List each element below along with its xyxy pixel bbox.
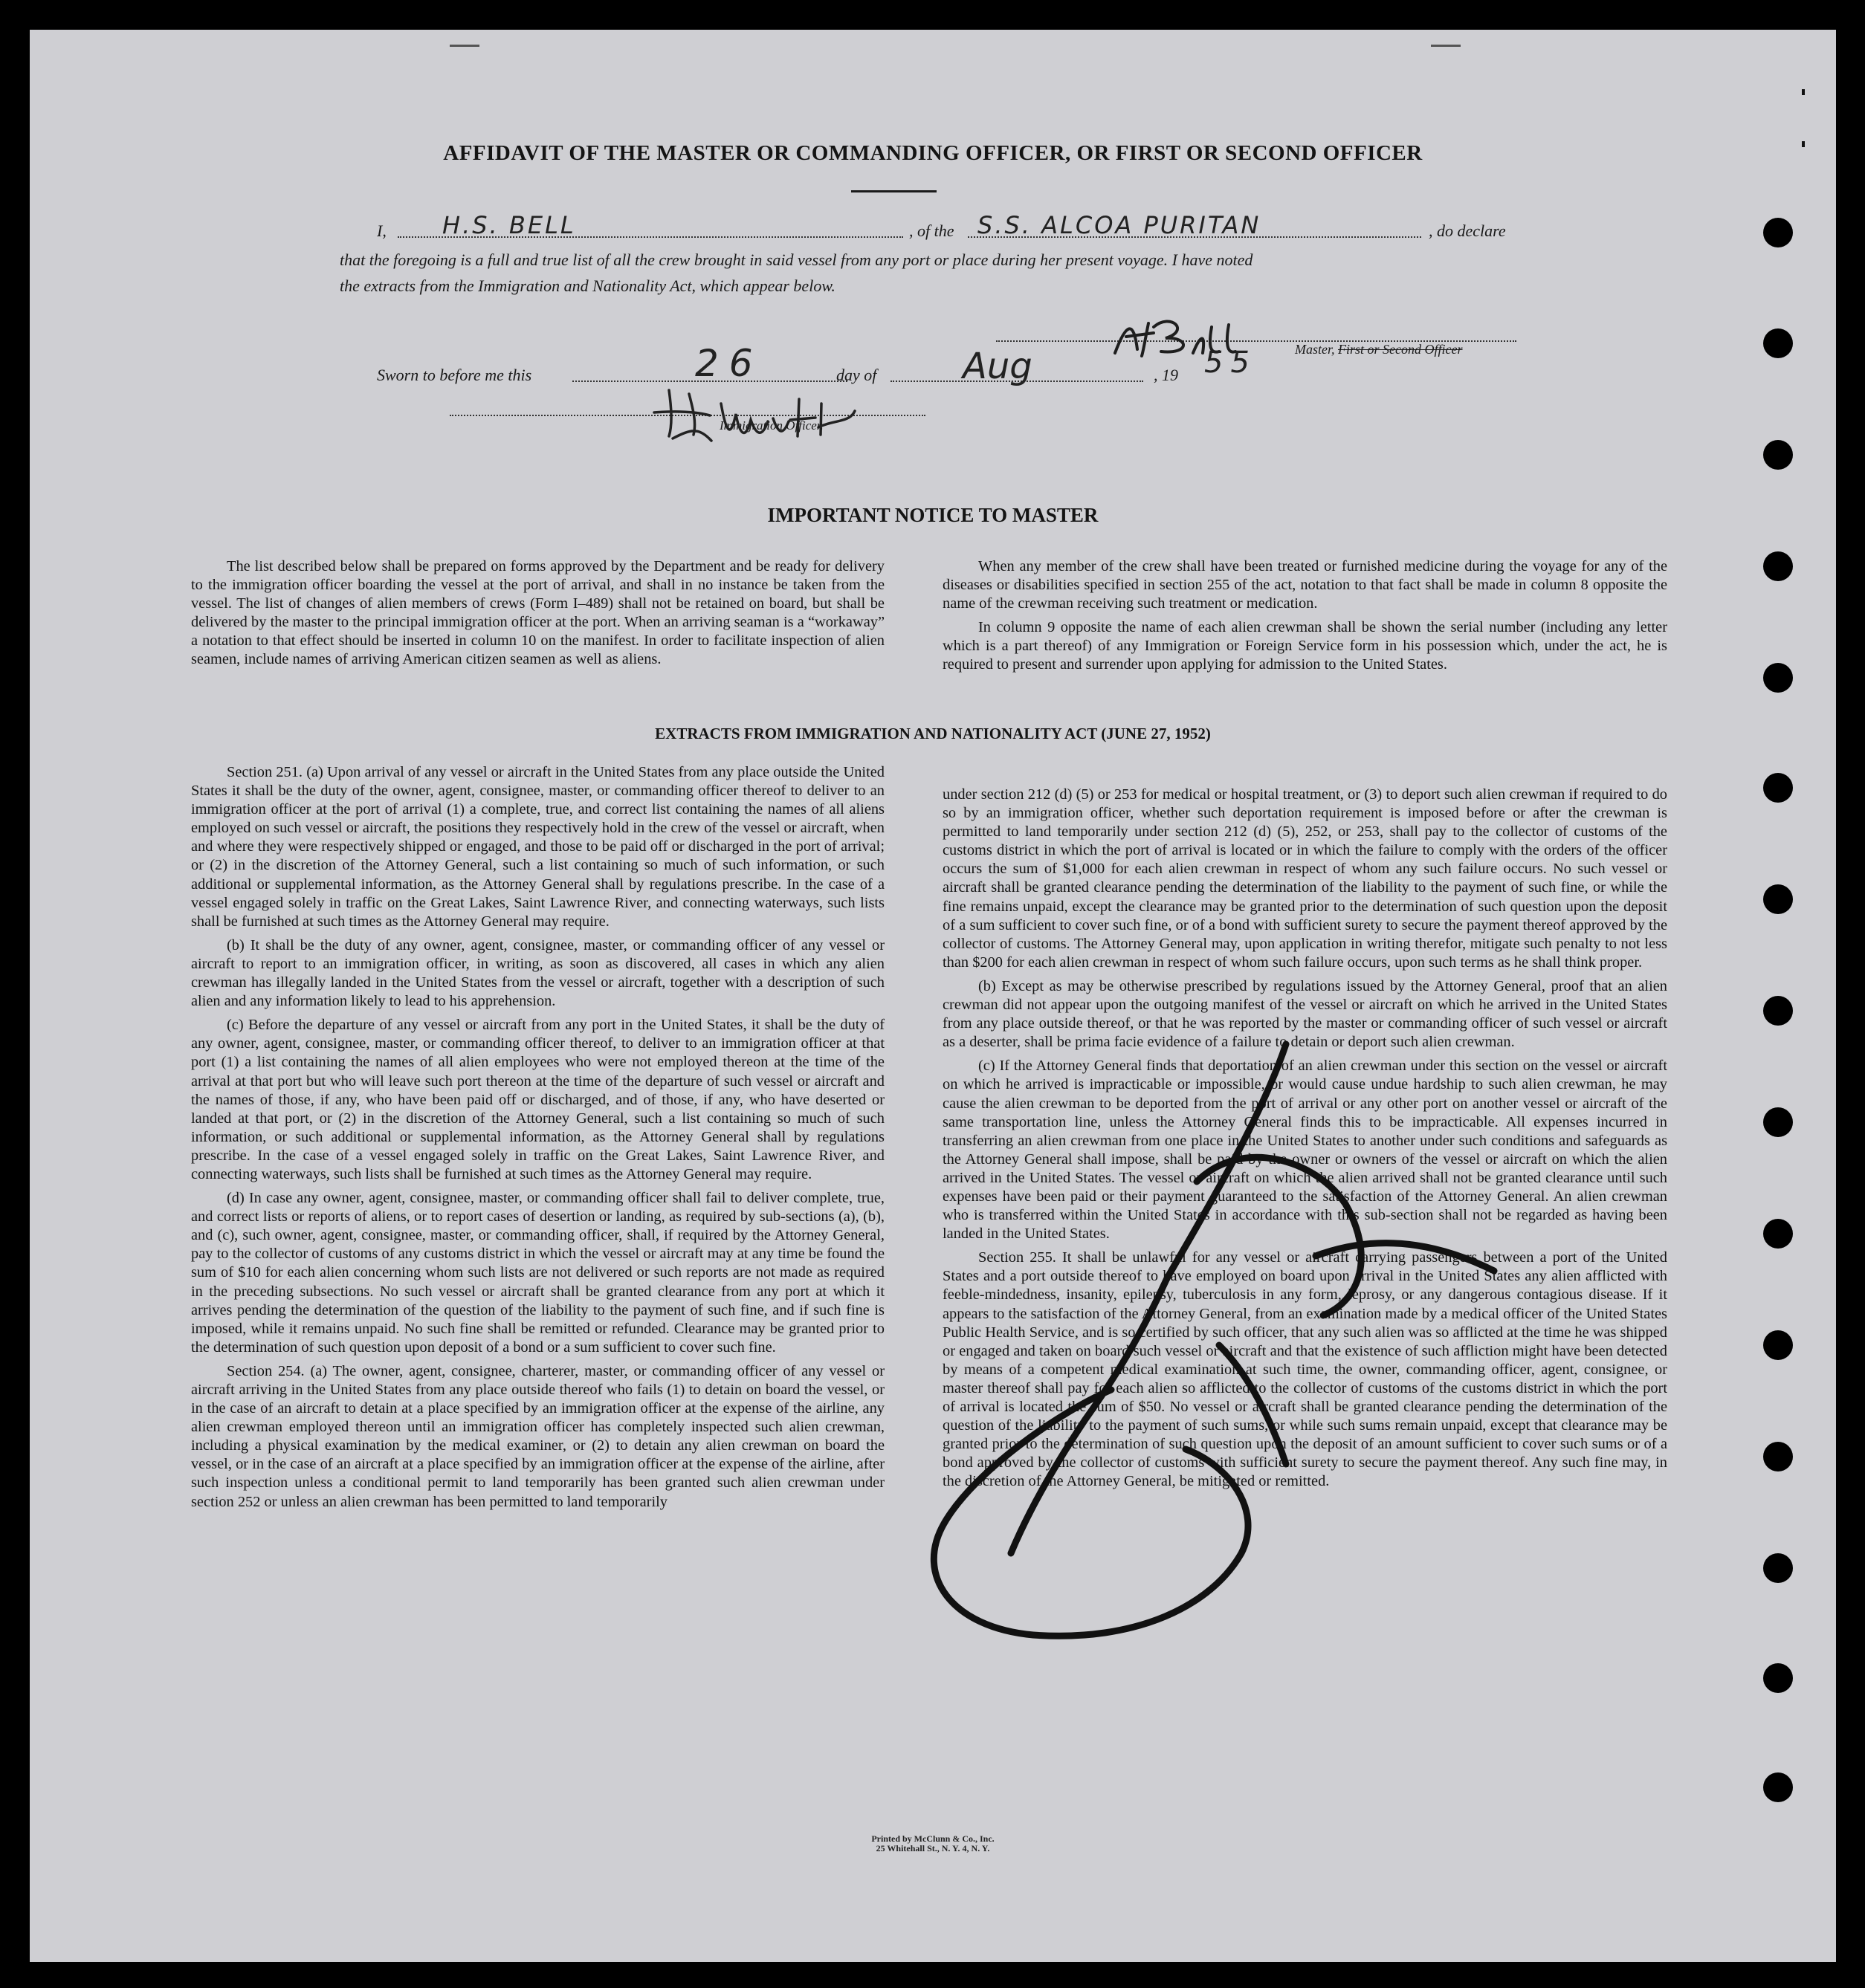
extracts-title: EXTRACTS FROM IMMIGRATION AND NATIONALITY ACT (JUNE 27, 1952) <box>655 725 1211 742</box>
declaration-of-the: , of the <box>909 221 954 240</box>
section-254-a: Section 254. (a) The owner, agent, consignee, charterer, master, or commanding officer of any vessel or aircraft arriving in the United States from any place outside thereof who fails (1) to detain on board the vessel, or in the case of an aircraft to detain at a place specified by an immigration officer at the expense of the airline, any alien crewman employed thereon until an immigration officer has completely inspected such alien crewman, including a physical examination by the medical examiner, or (2) to detain any alien crewman on board the vessel, or in the case of an aircraft at a place specified by an immigration officer at the expense of the airline, after such inspection unless a conditional permit to land temporarily has been granted such alien crewman under section 252 or unless an alien crewman has been permitted to land temporarily <box>191 1362 885 1510</box>
declaration-line-2: that the foregoing is a full and true list of all the crew brought in said vessel from any port or place during her present voyage. I have noted <box>340 250 1253 269</box>
year-prefix: , 19 <box>1154 366 1178 384</box>
sworn-day: 26 <box>695 342 763 385</box>
section-254-a-continued: under section 212 (d) (5) or 253 for medical or hospital treatment, or (3) to deport such alien crewman if required to do so by an immigration officer, whether such deportation requirement is imposed before or after the crewman is permitted to land temporarily under section 212 (d) (5), 252, or 253, shall pay to the collector of customs of the customs district in which the port of arrival is located or in which the failure to comply with the orders of the officer occurs the sum of $1,000 for each alien crewman in respect of whom any such failure occurs. No such vessel or aircraft shall be granted clearance pending the determination of the liability to the payment of such fine, or while the fine remains unpaid, except the clearance may be granted prior to the determination of such question upon the deposit of a sum sufficient to cover such fine, or of a bond with sufficient surety to secure the payment thereof approved by the collector of customs. The Attorney General may, upon application in writing therefor, mitigate such penalty to not less than $200 for each alien crewman in respect of whom such failure occurs, upon such terms as he shall think proper. <box>943 786 1667 971</box>
document-page <box>30 30 1836 1962</box>
ink-speck <box>1802 89 1805 95</box>
section-251-b: (b) It shall be the duty of any owner, agent, consignee, master, or commanding officer of any vessel or aircraft to report to an immigration officer, in writing, as soon as discovered, all cases in which any alien crewman has illegally landed in the United States from the vessel or aircraft, together with a description of such alien and any information likely to lead to his apprehension. <box>191 936 885 1010</box>
punch-hole <box>1763 1553 1793 1583</box>
printer-imprint <box>30 1834 1836 1853</box>
declaration-do-declare: , do declare <box>1429 221 1506 240</box>
punch-hole <box>1763 884 1793 914</box>
notice-right-column <box>943 557 1667 680</box>
affidavit-title: AFFIDAVIT OF THE MASTER OR COMMANDING OFFICER, OR FIRST OR SECOND OFFICER <box>443 141 1423 165</box>
master-title <box>1295 342 1462 357</box>
punch-hole <box>1763 1772 1793 1802</box>
vessel-name: S.S. ALCOA PURITAN <box>977 211 1261 239</box>
master-signature <box>1108 308 1286 364</box>
punch-hole <box>1763 1663 1793 1693</box>
master-label: Master, <box>1295 342 1338 357</box>
notice-title: IMPORTANT NOTICE TO MASTER <box>767 504 1099 526</box>
struck-officer-label: First or Second Officer <box>1338 342 1463 357</box>
extracts-left-column <box>191 763 885 1517</box>
section-251-a: Section 251. (a) Upon arrival of any vessel or aircraft in the United States from any place outside the United States it shall be the duty of the owner, agent, consignee, master, or commanding officer thereof to deliver to an immigration officer at the port of arrival (1) a complete, true, and correct list containing the names of all aliens employed on such vessel or aircraft, the positions they respectively hold in the crew of the vessel or aircraft, when and where they were respectively shipped or engaged, and those to be paid off or discharged in the port of arrival; or (2) in the discretion of the Attorney General, such a list containing so much of such information, or such additional or supplemental information, as the Attorney General shall by regulations prescribe. In the case of a vessel engaged solely in traffic on the Great Lakes, Saint Lawrence River, and connecting waterways, such lists shall be furnished at such times as the Attorney General may require. <box>191 764 885 930</box>
punch-hole <box>1763 1442 1793 1471</box>
section-254-c: (c) If the Attorney General finds that deportation of an alien crewman under this section on the vessel or aircraft on which he arrived is impracticable or impossible, or would cause undue hardship to such alien crewman, he may cause the alien crewman to be deported from the port of arrival or any other port on another vessel or aircraft of the same transportation line, unless the Attorney General finds this to be impracticable. All expenses incurred in transferring an alien crewman from one place in the United States to another under such conditions and safeguards as the Attorney General shall impose, shall be paid by the owner or owners of the vessel or aircraft on which the alien arrived in the United States. The vessel or aircraft on which the alien arrived shall not be granted clearance until such expenses have been paid or their payment guaranteed to the satisfaction of the Attorney General. An alien crewman who is transferred within the United States in accordance with this sub-section shall not be regarded as having been landed in the United States. <box>943 1058 1667 1243</box>
title-divider <box>851 190 937 192</box>
notice-paragraph: The list described below shall be prepared on forms approved by the Department and be ready for delivery to the immigration officer boarding the vessel at the port of arrival, and shall in no instance be taken from the vessel. The list of changes of alien members of crews (Form I–489) shall not be retained on board, but shall be delivered by the master to the principal immigration officer at the port. When an arriving seaman is a “workaway” a notation to that effect should be inserted in column 10 on the manifest. In order to facilitate inspection of alien seamen, include names of arriving American citizen seamen as well as aliens. <box>191 558 885 668</box>
ink-speck <box>1431 45 1461 47</box>
handwritten-overlay-mark <box>899 1033 1554 1650</box>
notice-paragraph: In column 9 opposite the name of each alien crewman shall be shown the serial number (including any letter which is a part thereof) of any Immigration or Foreign Service form in his possession which, under the act, he is required to present and surrender upon applying for admission to the United States. <box>943 619 1667 673</box>
punch-hole <box>1763 440 1793 470</box>
punch-hole <box>1763 1219 1793 1249</box>
immigration-officer-label: Immigration Officer. <box>720 418 824 433</box>
punch-hole <box>1763 1330 1793 1360</box>
section-251-d: (d) In case any owner, agent, consignee, master, or commanding officer shall fail to deliver complete, true, and correct lists or reports of aliens, or to report cases of desertion or landing, as required by sub-sections (a), (b), and (c), such owner, agent, consignee, master, or commanding officer, shall, if required by the Attorney General, pay to the collector of customs of any customs district in which the vessel or aircraft may at any time be found the sum of $10 for each alien concerning whom such lists are not delivered or such reports are not made as required in the preceding subsections. No such vessel or aircraft shall be granted clearance from any port at which it arrives pending the determination of the question of the liability to the payment of such fine, and if such fine is imposed, while it remains unpaid. No such fine shall be remitted or refunded. Clearance may be granted prior to the determination of such question upon deposit of a bond or a sum sufficient to cover such fine. <box>191 1190 885 1356</box>
sworn-year: 55 <box>1204 346 1257 380</box>
sworn-label: Sworn to before me this <box>377 366 532 384</box>
notice-paragraph: When any member of the crew shall have been treated or furnished medicine during the voyage for any of the diseases or disabilities specified in section 255 of the act, notation to that fact shall be made in column 8 opposite the name of the crewman receiving such treatment or medication. <box>943 558 1667 612</box>
officer-name: H.S. BELL <box>442 211 576 239</box>
ink-speck <box>450 45 479 47</box>
punch-hole <box>1763 218 1793 247</box>
immigration-officer-signature <box>650 383 873 442</box>
punch-hole <box>1763 996 1793 1026</box>
section-255: Section 255. It shall be unlawful for any vessel or aircraft carrying passengers between a port of the United States and a port outside thereof to have employed on board upon arrival in the United States any alien afflicted with feeble-mindedness, insanity, epilepsy, tuberculosis in any form, leprosy, or any dangerous contagious disease. If it appears to the satisfaction of the Attorney General, from an examination made by a medical officer of the United States Public Health Service, and is so certified by such officer, that any such alien was so afflicted at the time he was shipped or engaged and taken on board such vessel or aircraft and that the existence of such affliction might have been detected by means of a competent medical examination at such time, the owner, commanding officer, agent, consignee, or master thereof shall pay for each alien so afflicted to the collector of customs of the customs district in which the port of arrival is located the sum of $50. No vessel or aircraft shall be granted clearance pending the determination of the question of the liability to the payment of such sums, or while such sums remain unpaid, except that clearance may be granted prior to the determination of such question upon the deposit of an amount sufficient to cover such sums or of a bond approved by the collector of customs with sufficient surety to secure the payment thereof. Any such fine may, in the discretion of the Attorney General, be mitigated or remitted. <box>943 1249 1667 1490</box>
declaration-prefix: I, <box>377 221 387 240</box>
punch-hole <box>1763 551 1793 581</box>
declaration-line-3: the extracts from the Immigration and Nationality Act, which appear below. <box>340 276 835 295</box>
punch-hole <box>1763 328 1793 358</box>
punch-hole <box>1763 1107 1793 1137</box>
punch-hole <box>1763 663 1793 693</box>
section-251-c: (c) Before the departure of any vessel or aircraft from any port in the United States, it shall be the duty of any owner, agent, consignee, master, or commanding officer thereof, to deliver to an immigration officer at that port (1) a list containing the names of all alien employees who were not employed thereon at the time of the arrival at that port but who will leave such port thereon at the time of the departure of such vessel or aircraft and the names of those, if any, who have been paid off or discharged, and of those, if any, who have deserted or landed at that port, or (2) in the discretion of the Attorney General, such a list containing so much of such information, or such additional or supplemental information, as the Attorney General shall by regulations prescribe. In the case of a vessel engaged solely in traffic on the Great Lakes, Saint Lawrence River, and connecting waterways, such lists shall be furnished at such times as the Attorney General may require. <box>191 1017 885 1182</box>
printer-line-2: 25 Whitehall St., N. Y. 4, N. Y. <box>876 1843 990 1853</box>
day-of-label: day of <box>836 366 877 384</box>
punch-hole <box>1763 773 1793 803</box>
notice-left-column <box>191 557 885 675</box>
printer-line-1: Printed by McClunn & Co., Inc. <box>871 1833 995 1844</box>
sworn-month: Aug <box>963 346 1032 387</box>
section-254-b: (b) Except as may be otherwise prescribed by regulations issued by the Attorney General, proof that an alien crewman did not appear upon the outgoing manifest of the vessel or aircraft on which he arrived in the United States from any place outside thereof, or that he was reported by the master or commanding officer of such vessel or aircraft as a deserter, shall be prima facie evidence of a failure to detain or deport such alien crewman. <box>943 977 1667 1051</box>
